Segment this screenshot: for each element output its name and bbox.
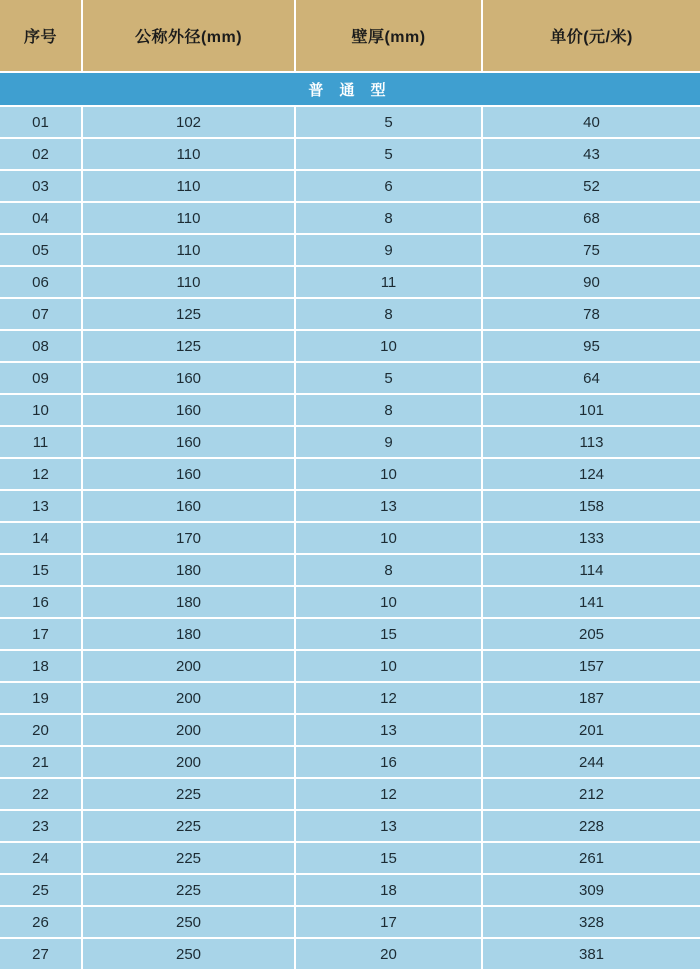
cell-wall-thickness: 6 xyxy=(295,170,482,202)
cell-index: 03 xyxy=(0,170,82,202)
cell-nominal-diameter: 125 xyxy=(82,298,295,330)
cell-wall-thickness: 8 xyxy=(295,298,482,330)
cell-nominal-diameter: 200 xyxy=(82,746,295,778)
cell-unit-price: 68 xyxy=(482,202,700,234)
table-row xyxy=(0,138,700,170)
cell-index: 10 xyxy=(0,394,82,426)
cell-nominal-diameter: 160 xyxy=(82,426,295,458)
table-row xyxy=(0,330,700,362)
table-row xyxy=(0,362,700,394)
table-row xyxy=(0,490,700,522)
cell-unit-price: 244 xyxy=(482,746,700,778)
cell-nominal-diameter: 160 xyxy=(82,490,295,522)
cell-nominal-diameter: 250 xyxy=(82,938,295,970)
cell-unit-price: 328 xyxy=(482,906,700,938)
cell-wall-thickness: 11 xyxy=(295,266,482,298)
table-row xyxy=(0,234,700,266)
cell-nominal-diameter: 180 xyxy=(82,618,295,650)
cell-nominal-diameter: 160 xyxy=(82,362,295,394)
cell-wall-thickness: 5 xyxy=(295,106,482,138)
table-row xyxy=(0,906,700,938)
table-row xyxy=(0,650,700,682)
cell-index: 27 xyxy=(0,938,82,970)
cell-unit-price: 78 xyxy=(482,298,700,330)
cell-nominal-diameter: 200 xyxy=(82,714,295,746)
header-row xyxy=(0,0,700,72)
table-body xyxy=(0,106,700,970)
table-row xyxy=(0,298,700,330)
cell-wall-thickness: 15 xyxy=(295,618,482,650)
table-row xyxy=(0,618,700,650)
cell-wall-thickness: 5 xyxy=(295,362,482,394)
cell-index: 26 xyxy=(0,906,82,938)
cell-index: 20 xyxy=(0,714,82,746)
cell-wall-thickness: 5 xyxy=(295,138,482,170)
cell-unit-price: 75 xyxy=(482,234,700,266)
cell-index: 17 xyxy=(0,618,82,650)
cell-unit-price: 101 xyxy=(482,394,700,426)
cell-index: 13 xyxy=(0,490,82,522)
cell-unit-price: 158 xyxy=(482,490,700,522)
cell-nominal-diameter: 225 xyxy=(82,778,295,810)
cell-index: 19 xyxy=(0,682,82,714)
table-row xyxy=(0,106,700,138)
cell-wall-thickness: 20 xyxy=(295,938,482,970)
cell-index: 01 xyxy=(0,106,82,138)
cell-nominal-diameter: 250 xyxy=(82,906,295,938)
cell-unit-price: 381 xyxy=(482,938,700,970)
table-row xyxy=(0,714,700,746)
cell-nominal-diameter: 110 xyxy=(82,266,295,298)
table-row xyxy=(0,842,700,874)
cell-index: 18 xyxy=(0,650,82,682)
table-row xyxy=(0,170,700,202)
cell-unit-price: 40 xyxy=(482,106,700,138)
cell-nominal-diameter: 102 xyxy=(82,106,295,138)
table-row xyxy=(0,394,700,426)
cell-unit-price: 113 xyxy=(482,426,700,458)
table-row xyxy=(0,266,700,298)
cell-nominal-diameter: 170 xyxy=(82,522,295,554)
table-row xyxy=(0,458,700,490)
table-row xyxy=(0,202,700,234)
cell-wall-thickness: 13 xyxy=(295,490,482,522)
cell-index: 23 xyxy=(0,810,82,842)
cell-wall-thickness: 10 xyxy=(295,330,482,362)
cell-index: 11 xyxy=(0,426,82,458)
cell-wall-thickness: 13 xyxy=(295,810,482,842)
cell-index: 14 xyxy=(0,522,82,554)
cell-unit-price: 90 xyxy=(482,266,700,298)
cell-wall-thickness: 10 xyxy=(295,458,482,490)
cell-unit-price: 124 xyxy=(482,458,700,490)
cell-unit-price: 141 xyxy=(482,586,700,618)
cell-nominal-diameter: 110 xyxy=(82,170,295,202)
table-row xyxy=(0,938,700,970)
column-header-wall-thickness: 壁厚(mm) xyxy=(295,0,482,72)
table-row xyxy=(0,874,700,906)
cell-unit-price: 261 xyxy=(482,842,700,874)
cell-nominal-diameter: 180 xyxy=(82,554,295,586)
cell-index: 09 xyxy=(0,362,82,394)
cell-nominal-diameter: 160 xyxy=(82,458,295,490)
section-label: 普 通 型 xyxy=(0,72,700,106)
cell-wall-thickness: 10 xyxy=(295,522,482,554)
cell-wall-thickness: 10 xyxy=(295,586,482,618)
cell-wall-thickness: 9 xyxy=(295,426,482,458)
cell-unit-price: 309 xyxy=(482,874,700,906)
cell-wall-thickness: 8 xyxy=(295,394,482,426)
cell-nominal-diameter: 225 xyxy=(82,842,295,874)
table-row xyxy=(0,682,700,714)
cell-index: 07 xyxy=(0,298,82,330)
column-header-nominal-diameter: 公称外径(mm) xyxy=(82,0,295,72)
cell-nominal-diameter: 200 xyxy=(82,682,295,714)
cell-unit-price: 114 xyxy=(482,554,700,586)
cell-index: 22 xyxy=(0,778,82,810)
cell-index: 06 xyxy=(0,266,82,298)
cell-index: 21 xyxy=(0,746,82,778)
table-row xyxy=(0,426,700,458)
table-row xyxy=(0,586,700,618)
table-row xyxy=(0,522,700,554)
cell-index: 12 xyxy=(0,458,82,490)
column-header-unit-price: 单价(元/米) xyxy=(482,0,700,72)
section-row-standard-type xyxy=(0,72,700,106)
cell-nominal-diameter: 110 xyxy=(82,234,295,266)
cell-wall-thickness: 12 xyxy=(295,778,482,810)
cell-nominal-diameter: 200 xyxy=(82,650,295,682)
cell-nominal-diameter: 125 xyxy=(82,330,295,362)
column-header-index: 序号 xyxy=(0,0,82,72)
cell-wall-thickness: 13 xyxy=(295,714,482,746)
cell-nominal-diameter: 110 xyxy=(82,202,295,234)
cell-nominal-diameter: 110 xyxy=(82,138,295,170)
cell-index: 04 xyxy=(0,202,82,234)
cell-wall-thickness: 10 xyxy=(295,650,482,682)
cell-wall-thickness: 16 xyxy=(295,746,482,778)
table-row xyxy=(0,746,700,778)
cell-unit-price: 201 xyxy=(482,714,700,746)
cell-index: 02 xyxy=(0,138,82,170)
cell-index: 08 xyxy=(0,330,82,362)
cell-nominal-diameter: 225 xyxy=(82,810,295,842)
cell-unit-price: 212 xyxy=(482,778,700,810)
cell-wall-thickness: 18 xyxy=(295,874,482,906)
cell-unit-price: 95 xyxy=(482,330,700,362)
cell-wall-thickness: 8 xyxy=(295,554,482,586)
table-header xyxy=(0,0,700,72)
cell-unit-price: 52 xyxy=(482,170,700,202)
section-header-body xyxy=(0,72,700,106)
cell-index: 25 xyxy=(0,874,82,906)
cell-nominal-diameter: 225 xyxy=(82,874,295,906)
cell-unit-price: 157 xyxy=(482,650,700,682)
cell-wall-thickness: 17 xyxy=(295,906,482,938)
cell-nominal-diameter: 180 xyxy=(82,586,295,618)
cell-unit-price: 133 xyxy=(482,522,700,554)
cell-wall-thickness: 9 xyxy=(295,234,482,266)
cell-unit-price: 205 xyxy=(482,618,700,650)
table-row xyxy=(0,554,700,586)
cell-wall-thickness: 8 xyxy=(295,202,482,234)
cell-unit-price: 64 xyxy=(482,362,700,394)
cell-index: 24 xyxy=(0,842,82,874)
cell-nominal-diameter: 160 xyxy=(82,394,295,426)
cell-unit-price: 43 xyxy=(482,138,700,170)
table-row xyxy=(0,810,700,842)
table-row xyxy=(0,778,700,810)
cell-unit-price: 187 xyxy=(482,682,700,714)
cell-index: 15 xyxy=(0,554,82,586)
cell-index: 16 xyxy=(0,586,82,618)
cell-wall-thickness: 12 xyxy=(295,682,482,714)
cell-unit-price: 228 xyxy=(482,810,700,842)
cell-index: 05 xyxy=(0,234,82,266)
cell-wall-thickness: 15 xyxy=(295,842,482,874)
